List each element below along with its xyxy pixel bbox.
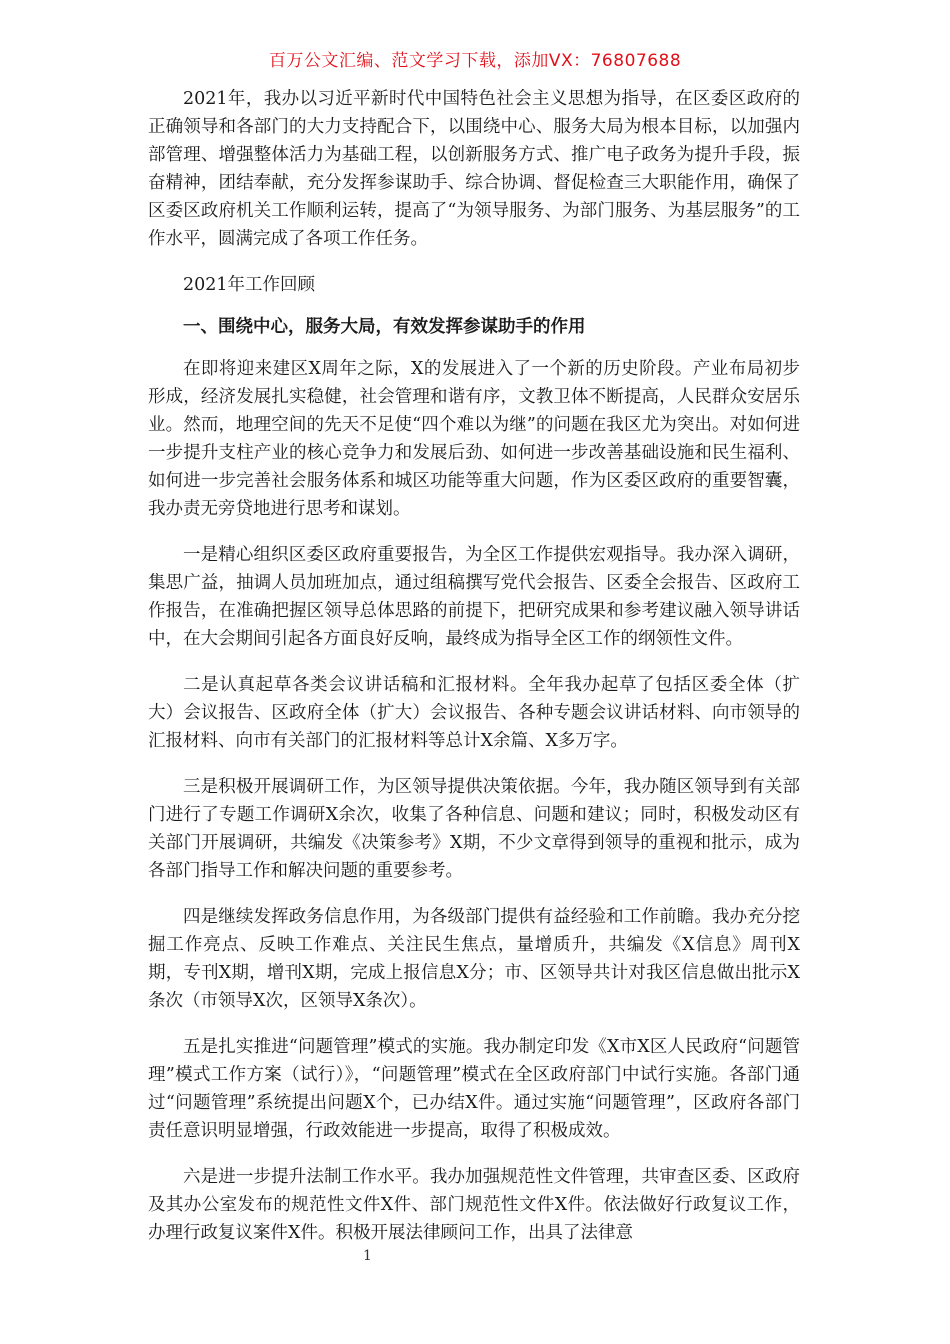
page-number: 1 <box>363 1248 372 1264</box>
body-paragraph: 二是认真起草各类会议讲话稿和汇报材料。全年我办起草了包括区委全体（扩大）会议报告、区政府全体（扩大）会议报告、各种专题会议讲话材料、向市领导的汇报材料、向市有关部门的汇报材料等总计X余篇、X多万字。 <box>148 675 800 751</box>
body-paragraph: 三是积极开展调研工作，为区领导提供决策依据。今年，我办随区领导到有关部门进行了专题工作调研X余次，收集了各种信息、问题和建议；同时，积极发动区有关部门开展调研，共编发《决策参考》X期，不少文章得到领导的重视和批示，成为各部门指导工作和解决问题的重要参考。 <box>148 777 800 881</box>
watermark-header: 百万公文汇编、范文学习下载，添加VX：76807688 <box>268 51 682 71</box>
body-paragraph: 五是扎实推进“问题管理”模式的实施。我办制定印发《X市X区人民政府“问题管理”模式工作方案（试行）》，“问题管理”模式在全区政府部门中试行实施。各部门通过“问题管理”系统提出问题X个，已办结X件。通过实施“问题管理”，区政府各部门责任意识明显增强，行政效能进一步提高，取得了积极成效。 <box>148 1037 800 1141</box>
document-body <box>148 85 800 1265</box>
review-heading: 2021年工作回顾 <box>183 275 316 295</box>
section-heading: 一、围绕中心，服务大局，有效发挥参谋助手的作用 <box>183 317 586 337</box>
body-paragraph: 一是精心组织区委区政府重要报告，为全区工作提供宏观指导。我办深入调研，集思广益，抽调人员加班加点，通过组稿撰写党代会报告、区委全会报告、区政府工作报告，在准确把握区领导总体思路的前提下，把研究成果和参考建议融入领导讲话中，在大会期间引起各方面良好反响，最终成为指导全区工作的纲领性文件。 <box>148 545 800 649</box>
body-paragraph: 四是继续发挥政务信息作用，为各级部门提供有益经验和工作前瞻。我办充分挖掘工作亮点、反映工作难点、关注民生焦点，量增质升，共编发《X信息》周刊X期，专刊X期，增刊X期，完成上报信息X分；市、区领导共计对我区信息做出批示X条次（市领导X次，区领导X条次）。 <box>148 907 800 1011</box>
body-paragraph: 六是进一步提升法制工作水平。我办加强规范性文件管理，共审查区委、区政府及其办公室发布的规范性文件X件、部门规范性文件X件。依法做好行政复议工作，办理行政复议案件X件。积极开展法律顾问工作，出具了法律意 <box>148 1167 800 1243</box>
body-paragraph: 在即将迎来建区X周年之际，X的发展进入了一个新的历史阶段。产业布局初步形成，经济发展扎实稳健，社会管理和谐有序，文教卫体不断提高，人民群众安居乐业。然而，地理空间的先天不足使“四个难以为继”的问题在我区尤为突出。对如何进一步提升支柱产业的核心竞争力和发展后劲、如何进一步改善基础设施和民生福利、如何进一步完善社会服务体系和城区功能等重大问题，作为区委区政府的重要智囊，我办责无旁贷地进行思考和谋划。 <box>148 359 800 519</box>
intro-paragraph: 2021年，我办以习近平新时代中国特色社会主义思想为指导，在区委区政府的正确领导和各部门的大力支持配合下，以围绕中心、服务大局为根本目标，以加强内部管理、增强整体活力为基础工程，以创新服务方式、推广电子政务为提升手段，振奋精神，团结奉献，充分发挥参谋助手、综合协调、督促检查三大职能作用，确保了区委区政府机关工作顺利运转，提高了“为领导服务、为部门服务、为基层服务”的工作水平，圆满完成了各项工作任务。 <box>148 89 800 249</box>
